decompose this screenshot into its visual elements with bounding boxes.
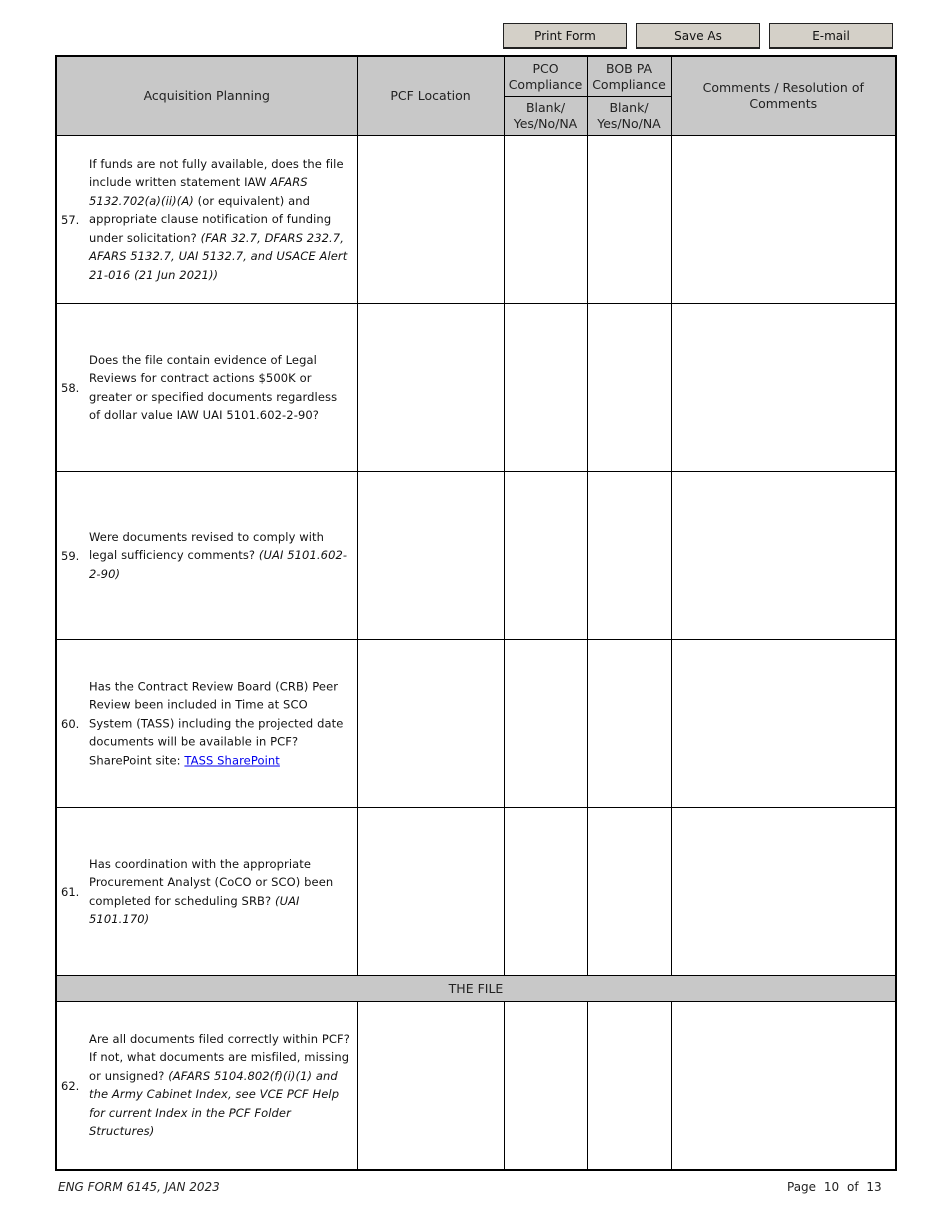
page-number: 10	[823, 1180, 840, 1194]
bob-pa-compliance-field[interactable]	[587, 1002, 671, 1171]
question-text-segment: (or equivalent) and appropriate clause notification of funding under solicitation?	[89, 193, 332, 245]
bob-pa-compliance-field[interactable]	[587, 472, 671, 640]
email-button[interactable]: E-mail	[769, 23, 893, 49]
form-toolbar	[503, 23, 895, 51]
page-total: 13	[866, 1180, 882, 1194]
pcf-location-field[interactable]	[357, 640, 504, 808]
pcf-location-field[interactable]	[357, 472, 504, 640]
question-cell	[56, 304, 357, 472]
question-text	[89, 854, 351, 928]
comments-field[interactable]	[671, 136, 896, 304]
header-bob-pa-compliance: BOB PA Compliance	[587, 56, 671, 97]
comments-field[interactable]	[671, 304, 896, 472]
bob-pa-compliance-field[interactable]	[587, 640, 671, 808]
question-text	[89, 1030, 351, 1142]
question-number: 60.	[61, 716, 80, 731]
pco-compliance-field[interactable]	[504, 640, 587, 808]
question-text-segment: Are all documents filed correctly within PCF? If not, what documents are misfiled, missing or unsigned?	[89, 1031, 350, 1083]
question-text	[89, 350, 351, 424]
question-text	[89, 677, 351, 770]
header-bob-subheader: Blank/ Yes/No/NA	[587, 97, 671, 136]
bob-pa-compliance-field[interactable]	[587, 304, 671, 472]
header-pcf-location: PCF Location	[357, 56, 504, 136]
bob-pa-compliance-field[interactable]	[587, 808, 671, 976]
question-reference: (AFARS 5104.802(f)(i)(1) and the Army Cabinet Index, see VCE PCF Help for current Index in the PCF Folder Structures)	[89, 1068, 340, 1139]
pcf-location-field[interactable]	[357, 808, 504, 976]
checklist-row	[56, 304, 896, 472]
question-text-segment: Has the Contract Review Board (CRB) Peer Review been included in Time at SCO System (TASS) including the projected date documents will be available in PCF? SharePoint site:	[89, 679, 344, 768]
question-reference: (UAI 5101.602-2-90)	[89, 548, 348, 581]
question-cell	[56, 808, 357, 976]
checklist-row	[56, 640, 896, 808]
question-reference: (UAI 5101.170)	[89, 893, 300, 927]
header-pco-compliance: PCO Compliance	[504, 56, 587, 97]
print-form-button[interactable]: Print Form	[503, 23, 627, 49]
bob-pa-compliance-field[interactable]	[587, 136, 671, 304]
question-reference: AFARS 5132.702(a)(ii)(A)	[89, 175, 308, 208]
form-identifier: ENG FORM 6145, JAN 2023	[58, 1180, 220, 1194]
question-cell	[56, 1002, 357, 1171]
question-number: 59.	[61, 548, 80, 563]
question-number: 58.	[61, 380, 80, 395]
question-number: 61.	[61, 884, 80, 899]
comments-field[interactable]	[671, 808, 896, 976]
pcf-location-field[interactable]	[357, 1002, 504, 1171]
tass-sharepoint-link[interactable]: TASS SharePoint	[184, 753, 280, 768]
page-indicator	[787, 1180, 882, 1194]
question-text-segment: Were documents revised to comply with legal sufficiency comments?	[89, 529, 325, 563]
pco-compliance-field[interactable]	[504, 1002, 587, 1171]
question-text-segment: If funds are not fully available, does the file include written statement IAW	[89, 156, 344, 190]
question-cell	[56, 640, 357, 808]
pco-compliance-field[interactable]	[504, 136, 587, 304]
pco-compliance-field[interactable]	[504, 472, 587, 640]
pco-compliance-field[interactable]	[504, 304, 587, 472]
pcf-location-field[interactable]	[357, 136, 504, 304]
section-header-the-file: THE FILE	[56, 976, 896, 1002]
question-cell	[56, 472, 357, 640]
checklist-row	[56, 472, 896, 640]
acquisition-checklist-table	[55, 55, 897, 1171]
question-reference: (FAR 32.7, DFARS 232.7, AFARS 5132.7, UAI 5132.7, and USACE Alert 21-016 (21 Jun 2021))	[89, 230, 348, 282]
comments-field[interactable]	[671, 472, 896, 640]
checklist-row	[56, 1002, 896, 1171]
page-label: Page	[787, 1180, 817, 1194]
header-acquisition-planning: Acquisition Planning	[56, 56, 357, 136]
question-text	[89, 528, 351, 584]
pco-compliance-field[interactable]	[504, 808, 587, 976]
question-number: 57.	[61, 212, 80, 227]
question-text-segment: Does the file contain evidence of Legal Reviews for contract actions $500K or greater or specified documents regardless of dollar value IAW UAI 5101.602-2-90?	[89, 352, 338, 423]
page-of-label: of	[847, 1180, 859, 1194]
pcf-location-field[interactable]	[357, 304, 504, 472]
comments-field[interactable]	[671, 640, 896, 808]
save-as-button[interactable]: Save As	[636, 23, 760, 49]
checklist-row	[56, 136, 896, 304]
comments-field[interactable]	[671, 1002, 896, 1171]
header-pco-subheader: Blank/ Yes/No/NA	[504, 97, 587, 136]
question-cell	[56, 136, 357, 304]
checklist-row	[56, 808, 896, 976]
question-text-segment: Has coordination with the appropriate Procurement Analyst (CoCO or SCO) been completed for scheduling SRB?	[89, 856, 334, 908]
header-comments: Comments / Resolution of Comments	[671, 56, 896, 136]
question-number: 62.	[61, 1078, 80, 1093]
question-text	[89, 154, 351, 284]
